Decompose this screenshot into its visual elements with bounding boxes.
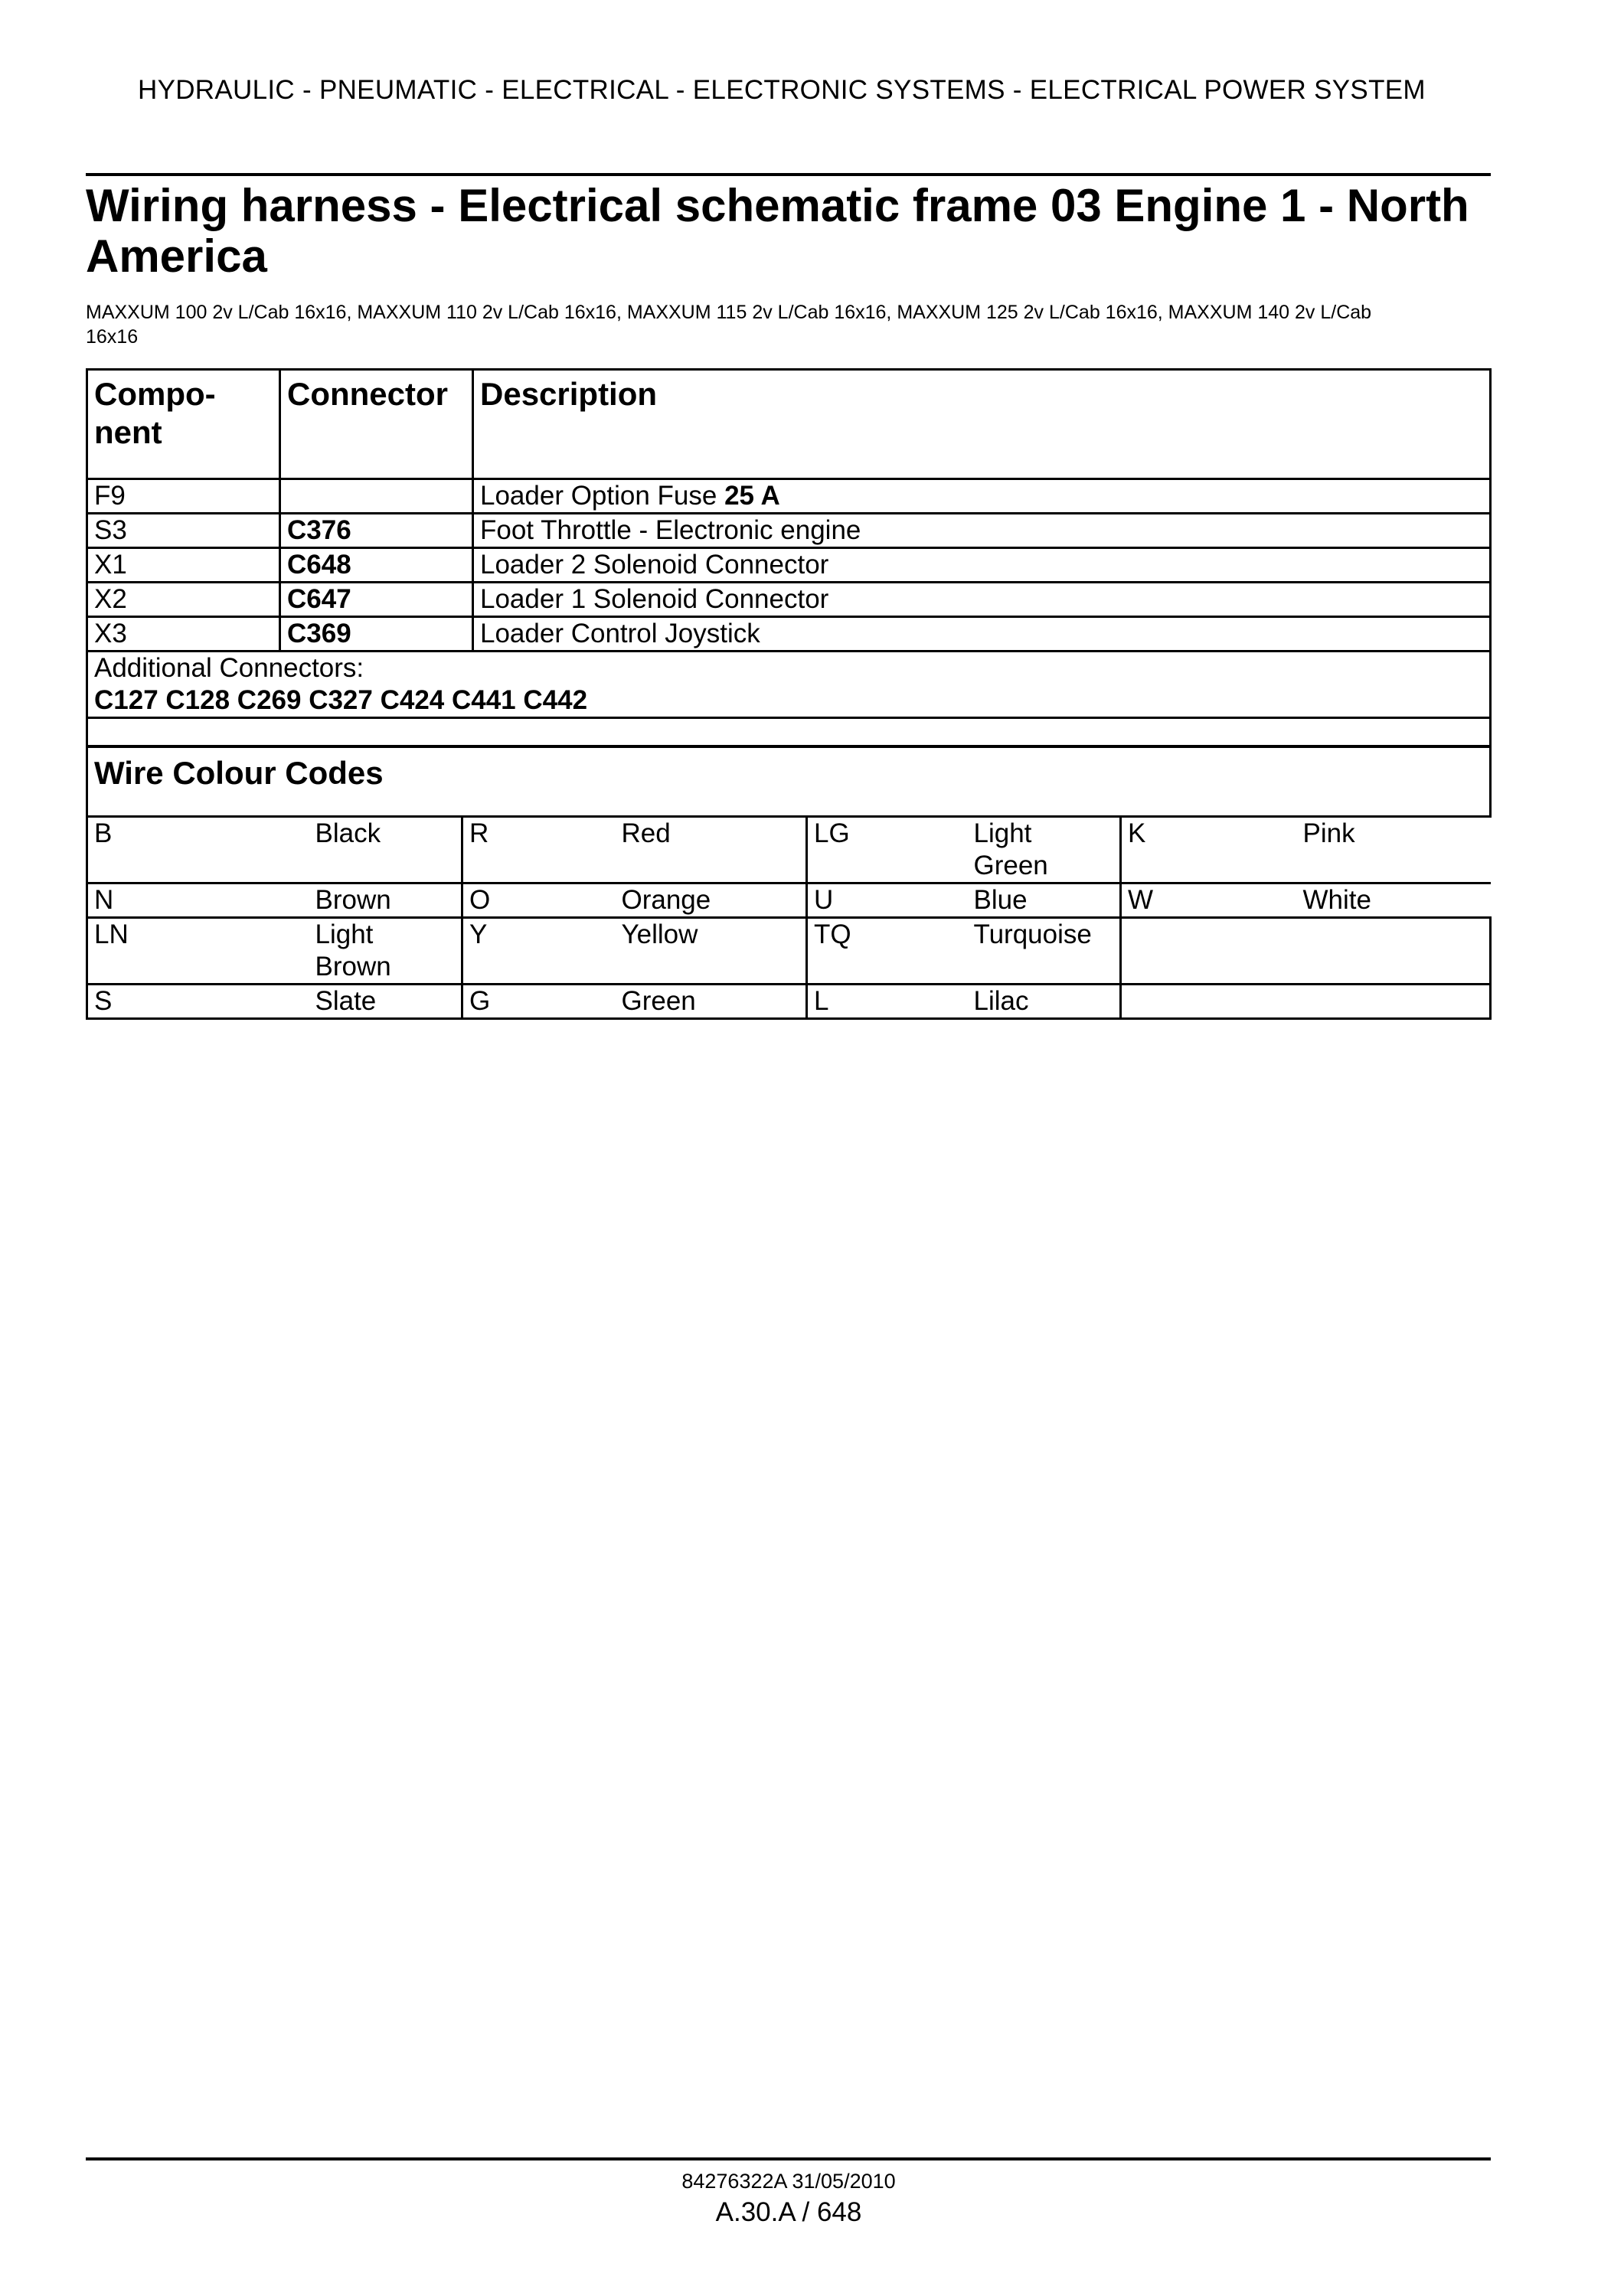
component-row — [87, 479, 1491, 514]
component-description — [473, 583, 1491, 617]
additional-connectors-row — [87, 652, 1491, 718]
wire-colour-name: Light Green — [968, 817, 1121, 883]
connector-column-header: Connector — [280, 370, 473, 479]
page-title: Wiring harness - Electrical schematic frame 03 Engine 1 - North America — [86, 180, 1469, 282]
wire-colour-name: Light Brown — [309, 918, 462, 985]
component-row — [87, 583, 1491, 617]
wire-colour-code: S — [87, 985, 309, 1019]
wire-colour-code: TQ — [807, 918, 968, 985]
description-rating: 25 A — [724, 481, 780, 511]
model-list: MAXXUM 100 2v L/Cab 16x16, MAXXUM 110 2v L/Cab 16x16, MAXXUM 115 2v L/Cab 16x16, MAXXUM 125 2v L/Cab 16x16, MAXXUM 140 2v L/Cab 16x16 — [86, 302, 1372, 348]
wire-colour-code: LG — [807, 817, 968, 883]
wire-colour-row — [87, 883, 1491, 918]
component-row — [87, 548, 1491, 583]
header-rule — [86, 173, 1491, 176]
wire-colour-name: Red — [616, 817, 807, 883]
wire-colour-code: B — [87, 817, 309, 883]
wire-colour-table — [86, 746, 1492, 1020]
wire-colour-code: LN — [87, 918, 309, 985]
components-table — [86, 368, 1492, 747]
wire-colour-name: Yellow — [616, 918, 807, 985]
description-text: Loader Option Fuse — [480, 481, 725, 511]
description-column-header: Description — [473, 370, 1491, 479]
wire-colour-row — [87, 817, 1491, 883]
wire-colour-name: Blue — [968, 883, 1121, 918]
spacer-cell — [87, 718, 1491, 746]
running-header: HYDRAULIC - PNEUMATIC - ELECTRICAL - ELECTRONIC SYSTEMS - ELECTRICAL POWER SYSTEM — [138, 75, 1426, 105]
wire-colour-row — [87, 918, 1491, 985]
wire-colour-name: Turquoise — [968, 918, 1121, 985]
component-id: X1 — [87, 548, 280, 583]
wire-colour-code: L — [807, 985, 968, 1019]
component-column-header: Compo- nent — [87, 370, 280, 479]
wire-colour-name: Green — [616, 985, 807, 1019]
additional-connectors-label: Additional Connectors: — [94, 653, 364, 683]
wire-colour-code: O — [462, 883, 616, 918]
component-id: X2 — [87, 583, 280, 617]
wire-colour-code: N — [87, 883, 309, 918]
footer-rule — [86, 2157, 1491, 2160]
wire-colour-heading: Wire Colour Codes — [87, 747, 1491, 817]
spacer-row — [87, 718, 1491, 746]
wire-colour-name: Black — [309, 817, 462, 883]
connector-id: C648 — [280, 548, 473, 583]
document-code: 84276322A 31/05/2010 — [681, 2170, 896, 2193]
component-row — [87, 514, 1491, 548]
wire-colour-code: W — [1121, 883, 1297, 918]
wire-colour-code: R — [462, 817, 616, 883]
wire-colour-heading-row — [87, 747, 1491, 817]
additional-connectors-list: C127 C128 C269 C327 C424 C441 C442 — [94, 685, 588, 715]
description-text: Loader 1 Solenoid Connector — [480, 584, 829, 614]
wire-colour-name: Brown — [309, 883, 462, 918]
wire-colour-name: Lilac — [968, 985, 1121, 1019]
connector-id — [280, 479, 473, 514]
component-description — [473, 479, 1491, 514]
component-id: X3 — [87, 617, 280, 652]
connector-id: C369 — [280, 617, 473, 652]
description-text: Foot Throttle - Electronic engine — [480, 515, 861, 545]
page-number: A.30.A / 648 — [715, 2197, 862, 2227]
connector-id: C647 — [280, 583, 473, 617]
component-description — [473, 548, 1491, 583]
additional-connectors — [87, 652, 1491, 718]
wire-colour-name: Orange — [616, 883, 807, 918]
wire-colour-code: K — [1121, 817, 1297, 883]
wire-colour-name: Slate — [309, 985, 462, 1019]
wire-colour-row — [87, 985, 1491, 1019]
component-id: S3 — [87, 514, 280, 548]
description-text: Loader Control Joystick — [480, 619, 760, 648]
wire-colour-code: Y — [462, 918, 616, 985]
component-description — [473, 514, 1491, 548]
description-text: Loader 2 Solenoid Connector — [480, 550, 829, 580]
wire-colour-name: Pink — [1297, 817, 1491, 883]
wire-colour-empty — [1121, 918, 1491, 985]
components-header-row — [87, 370, 1491, 479]
component-description — [473, 617, 1491, 652]
component-row — [87, 617, 1491, 652]
wire-colour-code: U — [807, 883, 968, 918]
component-id: F9 — [87, 479, 280, 514]
connector-id: C376 — [280, 514, 473, 548]
wire-colour-empty — [1121, 985, 1491, 1019]
wire-colour-name: White — [1297, 883, 1491, 918]
wire-colour-code: G — [462, 985, 616, 1019]
